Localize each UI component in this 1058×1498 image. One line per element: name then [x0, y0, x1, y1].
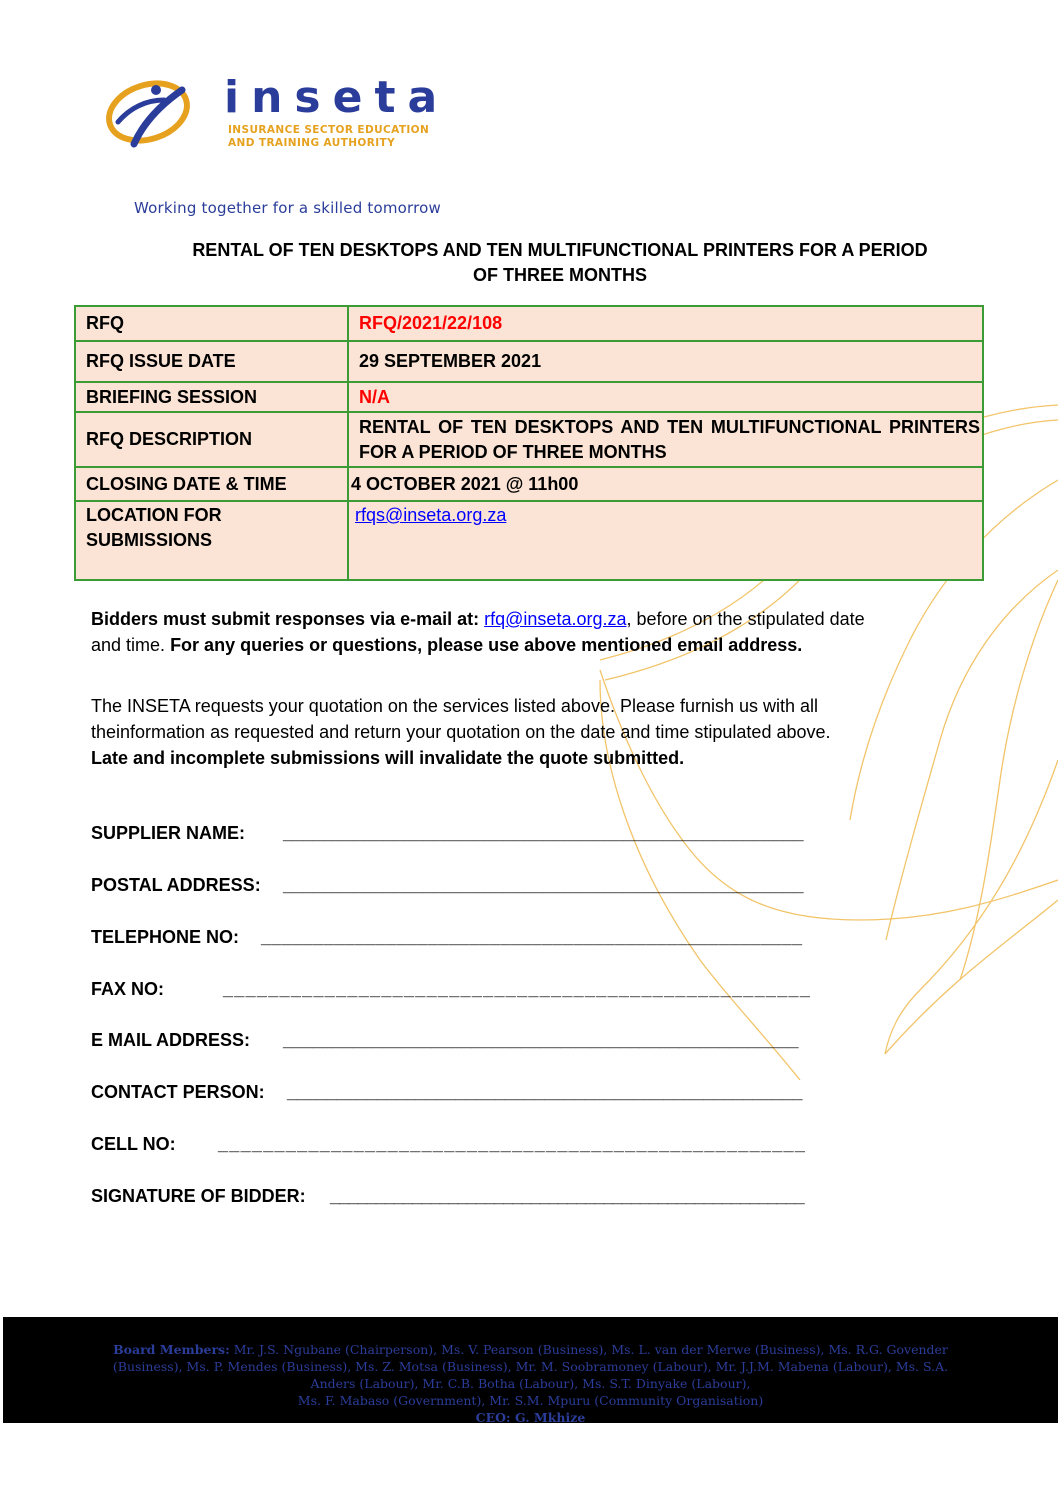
footer: [3, 1317, 1058, 1423]
ceo: CEO: G. Mkhize: [475, 1410, 586, 1425]
request-bold: Late and incomplete submissions will invalidate the quote submitted.: [91, 748, 685, 768]
tagline: Working together for a skilled tomorrow: [134, 199, 442, 217]
signature-field[interactable]: [91, 1185, 804, 1207]
closing-label: CLOSING DATE & TIME: [75, 467, 348, 501]
board-label: Board Members:: [113, 1342, 230, 1357]
fax-field[interactable]: [91, 978, 812, 1000]
issue-date-label: RFQ ISSUE DATE: [75, 341, 348, 382]
brand-wordmark: inseta: [224, 72, 450, 123]
signature-line[interactable]: ____________________________________________________: [330, 1186, 804, 1206]
supplier-name-field[interactable]: [91, 822, 804, 844]
brand-subtitle-line2: AND TRAINING AUTHORITY: [228, 137, 396, 149]
telephone-line[interactable]: ____________________________________________________: [261, 927, 803, 947]
brand-subtitle: [228, 124, 429, 150]
quotation-request: [91, 693, 871, 771]
supplier-name-line[interactable]: ____________________________________________________: [283, 823, 804, 843]
rfq-label: RFQ: [75, 306, 348, 341]
description-value: RENTAL OF TEN DESKTOPS AND TEN MULTIFUNCTIONAL PRINTERS FOR A PERIOD OF THREE MONTHS: [348, 412, 983, 467]
instruction-text-a: , before on the stipulated date and time.: [91, 609, 865, 655]
postal-address-field[interactable]: [91, 874, 804, 896]
table-row: [75, 412, 983, 467]
location-value: [348, 501, 983, 580]
table-row: [75, 501, 983, 580]
supplier-name-label: SUPPLIER NAME:: [91, 823, 246, 843]
submission-email-link[interactable]: rfqs@inseta.org.za: [355, 505, 507, 525]
rfq-number: RFQ/2021/22/108: [348, 306, 983, 341]
table-row: [75, 341, 983, 382]
email-address-line[interactable]: ____________________________________________________: [283, 1030, 799, 1050]
location-label: LOCATION FOR SUBMISSIONS: [75, 501, 348, 580]
brand-subtitle-line1: INSURANCE SECTOR EDUCATION: [228, 124, 430, 136]
cell-line[interactable]: ____________________________________________________: [218, 1134, 807, 1154]
email-address-label: E MAIL ADDRESS:: [91, 1030, 251, 1050]
description-label: RFQ DESCRIPTION: [75, 412, 348, 467]
telephone-field[interactable]: [91, 926, 803, 948]
cell-label: CELL NO:: [91, 1134, 176, 1154]
board-members-2: Ms. F. Mabaso (Government), Mr. S.M. Mpuru (Community Organisation): [297, 1393, 764, 1408]
contact-person-field[interactable]: [91, 1081, 803, 1103]
issue-date-value: 29 SEPTEMBER 2021: [348, 341, 983, 382]
submission-instructions: [91, 606, 871, 658]
fax-label: FAX NO:: [91, 979, 165, 999]
signature-label: SIGNATURE OF BIDDER:: [91, 1186, 306, 1206]
instruction-bold-b: For any queries or questions, please use above mentioned email address.: [170, 635, 803, 655]
rfq-details-table: [74, 305, 984, 581]
table-row: [75, 382, 983, 412]
title-line2: OF THREE MONTHS: [473, 265, 647, 285]
board-members: Mr. J.S. Ngubane (Chairperson), Ms. V. Pearson (Business), Ms. L. van der Merwe (Business), Ms. R.G. Govender (Business), Ms. P. Mendes (Business), Ms. Z. Motsa (Business), Mr. M. Soobramoney (Labour), Mr. J.J.M. Mabena (Labour), Ms. S.A. Anders (Labour), Mr. C.B. Botha (Labour), Ms. S.T. Dinyake (Labour),: [112, 1342, 949, 1391]
request-text: The INSETA requests your quotation on the services listed above. Please furnish us with all theinformation as requested and return your quotation on the date and time stipulated above.: [91, 696, 831, 742]
briefing-value: N/A: [348, 382, 983, 412]
table-row: [75, 306, 983, 341]
postal-address-line[interactable]: ____________________________________________________: [283, 875, 804, 895]
instruction-bold-a: Bidders must submit responses via e-mail at:: [91, 609, 480, 629]
briefing-label: BRIEFING SESSION: [75, 382, 348, 412]
table-row: [75, 467, 983, 501]
contact-person-line[interactable]: ____________________________________________________: [287, 1082, 803, 1102]
postal-address-label: POSTAL ADDRESS:: [91, 875, 261, 895]
contact-person-label: CONTACT PERSON:: [91, 1082, 265, 1102]
email-link[interactable]: rfq@inseta.org.za: [484, 609, 627, 629]
closing-value: 4 OCTOBER 2021 @ 11h00: [348, 467, 983, 501]
email-address-field[interactable]: [91, 1029, 799, 1051]
document-title: [150, 238, 970, 288]
title-line1: RENTAL OF TEN DESKTOPS AND TEN MULTIFUNCTIONAL PRINTERS FOR A PERIOD: [192, 240, 928, 260]
inseta-logo-icon: [104, 78, 198, 150]
fax-line[interactable]: ____________________________________________________: [223, 979, 812, 999]
cell-field[interactable]: [91, 1133, 807, 1155]
telephone-label: TELEPHONE NO:: [91, 927, 240, 947]
